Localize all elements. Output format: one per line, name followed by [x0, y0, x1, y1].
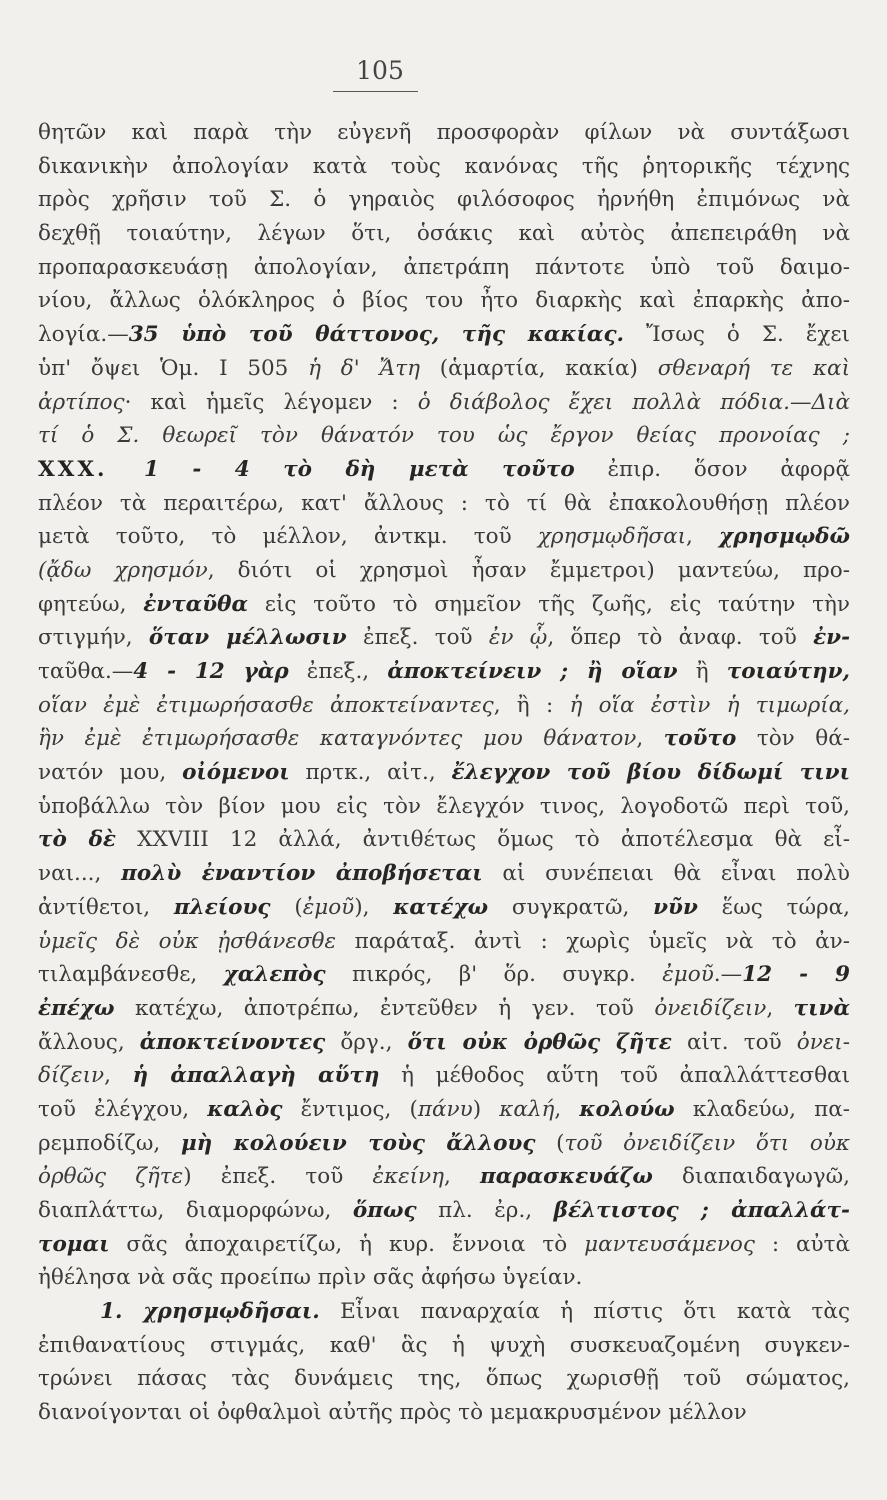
- text-line: [38, 1295, 850, 1329]
- text-run: μετὰ τοῦτο, τὸ μέλλον, ἀντκμ. τοῦ: [38, 524, 538, 550]
- bold-term: 12 - 9: [742, 962, 850, 988]
- text-run: φητεύω,: [38, 591, 144, 617]
- italic-text: (ᾄδω χρησμόν: [38, 557, 208, 583]
- text-run: ἐπιθανατίους στιγμάς, καθ' ἃς ἡ ψυχὴ συσκευαζομένη συγκεν-: [38, 1332, 850, 1358]
- text-run: ὄργ.,: [325, 1029, 408, 1055]
- text-run: ,: [686, 524, 720, 550]
- text-line: [38, 1329, 850, 1363]
- text-line: [38, 520, 850, 554]
- text-run: θητῶν καὶ παρὰ τὴν εὐγενῆ προσφορὰν φίλων νὰ συντάξωσι: [38, 120, 850, 145]
- italic-text: ἐμοῦ: [662, 962, 714, 988]
- bold-term: τομαι: [38, 1231, 110, 1257]
- text-line: [38, 318, 850, 352]
- text-run: πρτκ., αἰτ.,: [289, 760, 452, 786]
- text-run: ἕως τώρα,: [697, 894, 850, 920]
- bold-term: ὅπως: [352, 1198, 417, 1223]
- text-run: (: [535, 1130, 565, 1156]
- italic-text: τί ὁ Σ. θεωρεῖ τὸν θάνατόν του ὡς ἔργον θείας προνοίας ;: [38, 423, 850, 449]
- text-run: αἱ συνέπειαι θὰ εἶναι πολὺ: [482, 861, 850, 887]
- bold-term: χαλεπὸς: [223, 962, 326, 988]
- text-run: ,: [444, 1164, 480, 1190]
- text-line: [38, 116, 850, 150]
- text-run: ,: [766, 995, 794, 1021]
- text-line: [38, 352, 850, 386]
- text-run: ,: [636, 726, 664, 752]
- italic-text: ἐν ᾧ: [488, 625, 548, 651]
- text-run: ἐπιρ. ὅσον ἀφορᾷ: [574, 456, 850, 482]
- page-number-rule: [333, 91, 418, 92]
- text-line: [38, 925, 850, 959]
- bold-term: ὅτι οὐκ ὀρθῶς ζῆτε: [407, 1029, 672, 1055]
- text-run: στιγμήν,: [38, 625, 149, 651]
- text-run: Ἴσως ὁ Σ. ἔχει: [624, 322, 850, 348]
- text-run: ρεμποδίζω,: [38, 1130, 181, 1156]
- bold-term: 35 ὑπὸ τοῦ θάττονος, τῆς κακίας.: [128, 322, 625, 348]
- bold-term: οἰόμενοι: [182, 760, 290, 786]
- bold-term: ἐν-: [813, 625, 851, 651]
- italic-text: καλή: [499, 1096, 555, 1122]
- text-run: συγκρατῶ,: [488, 894, 654, 920]
- text-run: τὸν θά-: [736, 726, 851, 752]
- text-line: [38, 487, 850, 521]
- text-line: [38, 621, 850, 655]
- text-run: : αὐτὰ: [754, 1231, 850, 1257]
- bold-term: τινὰ: [793, 995, 851, 1021]
- body-text: [38, 116, 850, 1430]
- bold-term: ἔλεγχον τοῦ βίου δίδωμί τινι: [451, 760, 850, 786]
- text-line: [38, 1362, 850, 1396]
- text-run: ὑποβάλλω τὸν βίον μου εἰς τὸν ἔλεγχόν τινος, λογοδοτῶ περὶ τοῦ,: [38, 793, 850, 819]
- bold-term: χρησμῳδῶ: [719, 524, 850, 550]
- italic-text: χρησμῳδῆσαι: [537, 524, 687, 550]
- text-run: XXVIII 12 ἀλλά, ἀντιθέτως ὅμως τὸ ἀποτέλεσμα θὰ εἶ-: [116, 827, 850, 853]
- text-run: ,: [554, 1096, 580, 1122]
- bold-term: πλείους: [173, 894, 271, 920]
- bold-term: ἀποκτείνοντες: [139, 1029, 326, 1055]
- text-line: [38, 419, 850, 453]
- text-run: διαπαιδαγωγῶ,: [652, 1164, 851, 1190]
- italic-text: μαντευσάμενος: [584, 1231, 755, 1257]
- text-run: ἠθέλησα νὰ σᾶς προείπω πρὶν σᾶς ἀφήσω ὑγείαν.: [38, 1265, 583, 1291]
- text-run: νατόν μου,: [38, 760, 183, 786]
- text-line: [38, 1228, 850, 1262]
- text-run: αἰτ. τοῦ: [671, 1029, 797, 1055]
- bold-term: ἡ ἀπαλλαγὴ αὕτη: [132, 1063, 380, 1089]
- text-line: [38, 217, 850, 251]
- bold-term: 1 - 4 τὸ δὴ μετὰ τοῦτο: [144, 456, 575, 482]
- text-line: [38, 1194, 850, 1228]
- text-run: λογία.—: [38, 322, 129, 348]
- text-run: ἐπεξ. τοῦ: [346, 625, 489, 651]
- bold-term: 1. χρησμῳδῆσαι.: [100, 1299, 320, 1325]
- text-run: , διότι οἱ χρησμοὶ ἦσαν ἔμμετροι) μαντεύω, προ-: [207, 557, 850, 583]
- text-line: [38, 1093, 850, 1127]
- chapter-marker: XXX.: [38, 456, 144, 482]
- italic-text: δίζειν: [38, 1063, 105, 1089]
- text-run: διανοίγονται οἱ ὀφθαλμοὶ αὐτῆς πρὸς τὸ μεμακρυσμένον μέλλον: [38, 1400, 747, 1426]
- italic-text: ὀρθῶς ζῆτε: [38, 1164, 184, 1190]
- text-run: ἢ: [677, 659, 727, 684]
- text-run: διαπλάττω, διαμορφώνω,: [38, 1198, 353, 1223]
- text-run: δικανικὴν ἀπολογίαν κατὰ τοὺς κανόνας τῆς ῥητορικῆς τέχνης: [38, 153, 850, 179]
- text-line: [38, 891, 850, 925]
- italic-text: ἣν ἐμὲ ἐτιμωρήσασθε καταγνόντες μου θάνατον: [38, 726, 637, 752]
- text-run: τρώνει πάσας τὰς δυνάμεις της, ὅπως χωρισθῇ τοῦ σώματος,: [38, 1366, 850, 1392]
- italic-text: ἐκείνη: [372, 1164, 444, 1190]
- text-run: ),: [354, 894, 394, 920]
- text-run: τοῦ ἐλέγχου,: [38, 1096, 208, 1122]
- text-run: παράταξ. ἀντὶ : χωρὶς ὑμεῖς νὰ τὸ ἀν-: [336, 928, 850, 954]
- bold-term: ἀποκτείνειν ; ἢ οἵαν: [387, 659, 678, 684]
- bold-term: κατέχω: [393, 894, 489, 920]
- text-run: , ἢ :: [493, 692, 570, 718]
- italic-text: ἡ δ' Ἄτη: [308, 355, 420, 381]
- bold-term: τοῦτο: [663, 726, 737, 752]
- bold-term: καλὸς: [207, 1096, 283, 1122]
- bold-term: νῦν: [653, 894, 698, 920]
- bold-term: τὸ δὲ: [38, 827, 117, 853]
- text-line: [38, 722, 850, 756]
- text-line: [38, 1127, 850, 1161]
- text-line: [38, 1160, 850, 1194]
- text-line: [38, 655, 850, 689]
- text-run: πικρός, β' ὅρ. συγκρ.: [325, 962, 663, 988]
- bold-term: πολὺ ἐναντίον ἀποβήσεται: [121, 861, 483, 887]
- text-run: ἡ μέθοδος αὕτη τοῦ ἀπαλλάττεσθαι: [379, 1063, 851, 1089]
- text-run: πλέον τὰ περαιτέρω, κατ' ἄλλους : τὸ τί θὰ ἐπακολουθήσῃ πλέον: [38, 490, 850, 516]
- text-line: [38, 756, 850, 790]
- bold-term: 4 - 12 γὰρ: [133, 659, 289, 684]
- bold-term: ὅταν μέλλωσιν: [148, 625, 347, 651]
- text-run: κλαδεύω, πα-: [674, 1096, 850, 1122]
- text-run: ,: [104, 1063, 133, 1089]
- text-run: ἐπεξ.,: [288, 659, 388, 684]
- text-run: , ὅπερ τὸ ἀναφ. τοῦ: [547, 625, 814, 651]
- text-line: [38, 453, 850, 487]
- text-run: (: [270, 894, 303, 920]
- text-run: νίου, ἄλλως ὁλόκληρος ὁ βίος του ἦτο διαρκὴς καὶ ἐπαρκὴς ἀπο-: [38, 288, 850, 314]
- italic-text: ὁ διάβολος ἔχει πολλὰ πόδια.—Διὰ: [417, 389, 850, 415]
- text-run: προπαρασκευάσῃ ἀπολογίαν, ἀπετράπη πάντοτε ὑπὸ τοῦ δαιμο-: [38, 254, 850, 280]
- text-line: [38, 183, 850, 217]
- italic-text: σθεναρή τε καὶ: [657, 355, 850, 381]
- text-line: [38, 823, 850, 857]
- bold-term: παρασκευάζω: [479, 1164, 653, 1190]
- text-line: [38, 790, 850, 824]
- text-run: ἄλλους,: [38, 1029, 140, 1055]
- text-run: ) ἐπεξ. τοῦ: [183, 1164, 373, 1190]
- text-line: [38, 150, 850, 184]
- italic-text: ὑμεῖς δὲ οὐκ ᾐσθάνεσθε: [38, 928, 337, 954]
- text-run: τιλαμβάνεσθε,: [38, 962, 224, 988]
- text-run: .—: [713, 962, 743, 988]
- text-line: [38, 386, 850, 420]
- bold-term: κολούω: [579, 1096, 675, 1122]
- text-line: [38, 1396, 850, 1430]
- italic-text: ἀρτίπος: [38, 389, 125, 415]
- text-run: πλ. ἐρ.,: [416, 1198, 554, 1223]
- italic-text: ὀνειδίζειν: [654, 995, 767, 1021]
- text-line: [38, 251, 850, 285]
- bold-term: τοιαύτην,: [726, 659, 851, 684]
- text-run: ἔντιμος, (: [282, 1096, 418, 1122]
- text-run: εἰς τοῦτο τὸ σημεῖον τῆς ζωῆς, εἰς ταύτην τὴν: [248, 591, 850, 617]
- text-line: [38, 1261, 850, 1295]
- text-line: [38, 958, 850, 992]
- italic-text: πάνυ: [417, 1096, 473, 1122]
- page-number: 105: [356, 56, 404, 85]
- text-run: (ἁμαρτία, κακία): [419, 355, 658, 381]
- text-run: ): [472, 1096, 500, 1122]
- text-run: ταῦθα.—: [38, 659, 134, 684]
- text-line: [38, 1059, 850, 1093]
- text-run: κατέχω, ἀποτρέπω, ἐντεῦθεν ἡ γεν. τοῦ: [114, 995, 655, 1021]
- text-run: · καὶ ἡμεῖς λέγομεν :: [124, 389, 418, 415]
- italic-text: οἵαν ἐμὲ ἐτιμωρήσασθε ἀποκτείναντες: [38, 692, 494, 718]
- text-line: [38, 992, 850, 1026]
- bold-term: βέλτιστος ; ἀπαλλάτ-: [553, 1198, 850, 1223]
- text-run: πρὸς χρῆσιν τοῦ Σ. ὁ γηραιὸς φιλόσοφος ἠρνήθη ἐπιμόνως νὰ: [38, 187, 850, 213]
- text-line: [38, 554, 850, 588]
- text-run: Εἶναι παναρχαία ἡ πίστις ὅτι κατὰ τὰς: [319, 1299, 850, 1325]
- bold-term: ἐνταῦθα: [143, 591, 249, 617]
- text-line: [38, 1026, 850, 1060]
- bold-term: ἐπέχω: [38, 995, 115, 1021]
- italic-text: ἐμοῦ: [302, 894, 355, 920]
- text-line: [38, 857, 850, 891]
- italic-text: ἡ οἵα ἐστὶν ἡ τιμωρία,: [569, 692, 850, 718]
- bold-term: μὴ κολούειν τοὺς ἄλλους: [180, 1130, 536, 1156]
- text-run: ναι...,: [38, 861, 122, 887]
- italic-text: τοῦ ὀνειδίζειν ὅτι οὐκ: [564, 1130, 850, 1156]
- text-run: ὑπ' ὄψει Ὁμ. Ι 505: [38, 355, 309, 381]
- italic-text: ὀνει-: [796, 1029, 850, 1055]
- text-run: δεχθῇ τοιαύτην, λέγων ὅτι, ὁσάκις καὶ αὐτὸς ἀπεπειράθη νὰ: [38, 221, 850, 247]
- text-run: σᾶς ἀποχαιρετίζω, ἡ κυρ. ἔννοια τὸ: [109, 1231, 585, 1257]
- text-run: ἀντίθετοι,: [38, 894, 174, 920]
- text-line: [38, 588, 850, 622]
- text-line: [38, 689, 850, 723]
- text-line: [38, 284, 850, 318]
